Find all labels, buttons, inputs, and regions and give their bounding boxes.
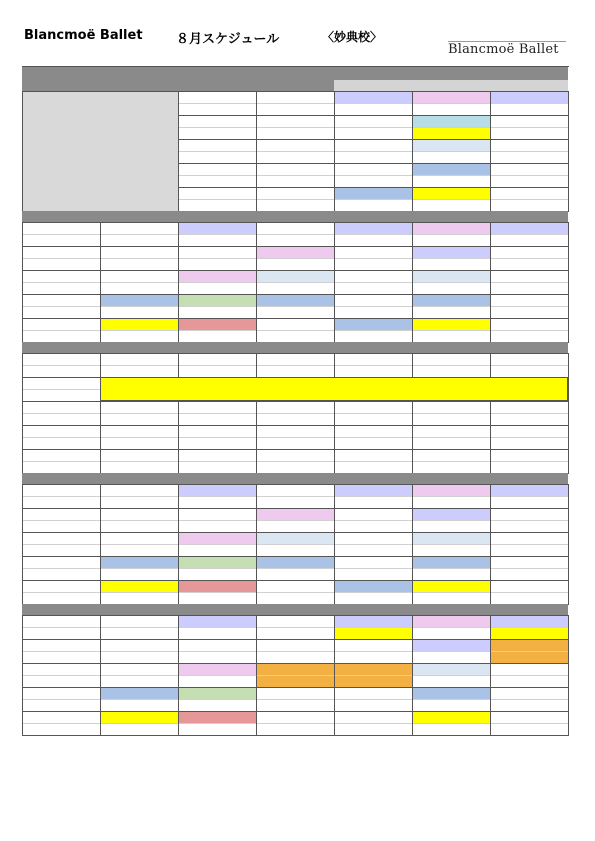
class-name-cell [256,294,334,306]
grid-line [334,222,335,343]
date-cell [100,473,178,484]
class-name-cell [490,484,568,496]
day-header-wed [178,66,256,80]
grid-line [22,353,23,474]
teacher-cell [256,258,334,270]
grid-line [178,115,569,116]
grid-line [22,627,568,628]
grid-line [22,556,569,557]
class-name-cell [178,318,256,330]
class-name-cell [412,222,490,234]
grid-line [178,199,568,200]
grid-line [412,484,413,605]
brand-logo [448,38,568,56]
teacher-cell [412,151,490,163]
class-name-cell [334,615,412,627]
grid-line [490,91,491,212]
class-name-cell [412,687,490,699]
grid-line [256,484,257,605]
date-cell [256,342,334,353]
grid-line [22,592,568,593]
date-cell [100,80,178,91]
grid-line [334,484,335,605]
teacher-cell [412,330,490,342]
date-cell [22,473,100,484]
teacher-cell [412,234,490,246]
grid-line [568,222,569,343]
class-name-cell [412,139,490,151]
teacher-cell [178,568,256,580]
class-name-cell [256,556,334,568]
grid-line [178,222,179,343]
teacher-cell [412,699,490,711]
teacher-cell [100,699,178,711]
grid-line [22,639,569,640]
teacher-cell [412,651,490,663]
grid-line [412,222,413,343]
teacher-cell [256,675,334,687]
teacher-cell [490,496,568,508]
holiday-notice-block [22,91,178,211]
class-name-cell [412,663,490,675]
grid-line [100,222,101,343]
class-name-cell [334,222,412,234]
grid-line [22,401,569,402]
date-cell [334,473,412,484]
date-cell [178,604,256,615]
grid-line [412,353,413,474]
date-cell [178,211,256,222]
teacher-cell [178,306,256,318]
grid-line [22,723,568,724]
class-name-cell [100,687,178,699]
grid-line [256,353,257,474]
class-name-cell [100,580,178,592]
class-name-cell [412,163,490,175]
teacher-cell [490,651,568,663]
teacher-cell [334,330,412,342]
date-cell [22,211,100,222]
day-header-fri [334,66,412,80]
class-name-cell [412,318,490,330]
grid-line [22,413,568,414]
grid-line [568,91,569,212]
grid-line [178,151,568,152]
grid-line [22,735,569,736]
class-name-cell [256,663,334,675]
grid-line [22,437,568,438]
teacher-cell [412,520,490,532]
grid-line [490,222,491,343]
class-name-cell [178,222,256,234]
grid-line [178,175,568,176]
teacher-cell [412,627,490,639]
teacher-cell [412,496,490,508]
date-cell [178,80,256,91]
teacher-cell [178,627,256,639]
day-header-sat [412,66,490,80]
grid-line [22,330,568,331]
month-title: ８月スケジュール [176,32,280,47]
teacher-cell [412,127,490,139]
grid-line [22,484,23,605]
date-cell [490,604,568,615]
class-name-cell [256,532,334,544]
grid-line [22,651,568,652]
class-name-cell [178,580,256,592]
teacher-cell [334,234,412,246]
grid-line [22,353,569,354]
grid-line [22,306,568,307]
grid-line [22,520,568,521]
grid-line [22,91,569,92]
date-cell [256,604,334,615]
teacher-cell [100,592,178,604]
class-name-cell [412,615,490,627]
class-name-cell [490,222,568,234]
class-name-cell [334,318,412,330]
teacher-cell [412,306,490,318]
class-name-cell [334,187,412,199]
teacher-cell [412,568,490,580]
class-name-cell [412,508,490,520]
class-name-cell [490,91,568,103]
grid-line [22,91,23,212]
grid-line [178,91,179,212]
grid-line [22,66,569,67]
date-cell [412,473,490,484]
grid-line [178,615,179,736]
class-name-cell [178,484,256,496]
date-cell [22,604,100,615]
class-name-cell [178,556,256,568]
grid-line [22,425,569,426]
grid-line [334,615,335,736]
teacher-cell [490,234,568,246]
class-name-cell [256,246,334,258]
teacher-cell [256,520,334,532]
teacher-cell [412,175,490,187]
class-name-cell [412,532,490,544]
grid-line [22,568,568,569]
grid-line [22,270,569,271]
grid-line [256,222,257,343]
grid-line [22,246,569,247]
class-name-cell [334,663,412,675]
school-name: Blancmoë Ballet [24,28,143,43]
grid-line [412,615,413,736]
day-header-sun [490,66,568,80]
date-cell [256,80,334,91]
grid-line [22,282,568,283]
grid-line [178,139,569,140]
class-name-cell [412,580,490,592]
class-name-cell [412,294,490,306]
page-header [0,0,595,62]
class-name-cell [334,91,412,103]
logo-rule [448,41,566,42]
grid-line [256,615,257,736]
date-cell [334,211,412,222]
class-name-cell [412,711,490,723]
class-name-cell [178,687,256,699]
teacher-cell [100,330,178,342]
grid-line [412,91,413,212]
class-name-cell [412,484,490,496]
teacher-cell [412,675,490,687]
grid-line [22,508,569,509]
grid-line [22,615,23,736]
date-cell [178,342,256,353]
grid-line [22,663,569,664]
teacher-cell [490,627,568,639]
date-cell [100,604,178,615]
teacher-cell [334,592,412,604]
grid-line [22,699,568,700]
date-cell [490,80,568,91]
logo-text: Blancmoë Ballet [448,42,559,57]
grid-line [568,484,569,605]
class-name-cell [100,556,178,568]
teacher-cell [412,103,490,115]
date-cell [490,342,568,353]
teacher-cell [490,103,568,115]
teacher-cell [334,199,412,211]
grid-line [22,234,568,235]
class-name-cell [412,91,490,103]
class-name-cell [178,532,256,544]
class-name-cell [412,246,490,258]
class-name-cell [256,270,334,282]
grid-line [22,318,569,319]
teacher-cell [412,282,490,294]
teacher-cell [334,496,412,508]
teacher-cell [412,723,490,735]
grid-line [22,615,569,616]
teacher-cell [178,330,256,342]
grid-line [490,615,491,736]
class-name-cell [412,115,490,127]
class-name-cell [412,639,490,651]
class-name-cell [256,508,334,520]
teacher-cell [178,723,256,735]
teacher-cell [412,258,490,270]
grid-line [256,91,257,212]
grid-line [334,91,335,212]
date-cell [412,604,490,615]
teacher-cell [178,282,256,294]
grid-line [22,580,569,581]
date-cell [412,80,490,91]
teacher-cell [178,592,256,604]
class-name-cell [100,294,178,306]
grid-line [178,103,568,104]
class-name-cell [178,663,256,675]
day-header-tue [100,66,178,80]
teacher-cell [412,544,490,556]
teacher-cell [178,496,256,508]
date-cell [412,211,490,222]
class-name-cell [100,318,178,330]
grid-line [100,353,101,474]
grid-line [490,353,491,474]
date-cell [334,80,412,91]
grid-line [22,687,569,688]
teacher-cell [178,234,256,246]
date-cell [412,342,490,353]
teacher-cell [412,199,490,211]
class-name-cell [178,711,256,723]
teacher-cell [256,306,334,318]
grid-line [22,484,569,485]
grid-line [22,449,569,450]
grid-line [22,258,568,259]
date-cell [256,473,334,484]
teacher-cell [178,675,256,687]
date-cell [22,80,100,91]
teacher-cell [334,675,412,687]
grid-line [100,484,101,605]
branch-name: 〈妙典校〉 [322,30,383,44]
date-cell [256,211,334,222]
teacher-cell [178,544,256,556]
class-name-cell [412,270,490,282]
teacher-cell [256,282,334,294]
grid-line [22,222,23,343]
class-name-cell [412,556,490,568]
teacher-cell [334,627,412,639]
date-cell [334,342,412,353]
grid-line [178,484,179,605]
class-name-cell [178,270,256,282]
date-cell [22,342,100,353]
grid-line [100,615,101,736]
grid-line [490,484,491,605]
day-header-thu [256,66,334,80]
teacher-cell [100,568,178,580]
date-cell [100,342,178,353]
teacher-cell [334,103,412,115]
grid-line [22,532,569,533]
teacher-cell [100,723,178,735]
summer-break-banner [100,377,568,401]
teacher-cell [256,568,334,580]
date-cell [100,211,178,222]
date-cell [334,604,412,615]
date-cell [490,473,568,484]
grid-line [22,461,568,462]
class-name-cell [334,580,412,592]
class-name-cell [178,615,256,627]
class-name-cell [334,484,412,496]
class-name-cell [490,639,568,651]
day-header-mon [22,66,100,80]
grid-line [568,615,569,736]
teacher-cell [412,592,490,604]
teacher-cell [256,544,334,556]
grid-line [22,222,569,223]
teacher-cell [100,306,178,318]
grid-line [22,711,569,712]
grid-line [22,544,568,545]
grid-line [334,353,335,474]
grid-line [22,294,569,295]
date-cell [178,473,256,484]
teacher-cell [178,699,256,711]
grid-line [178,353,179,474]
grid-line [22,675,568,676]
class-name-cell [100,711,178,723]
class-name-cell [178,294,256,306]
class-name-cell [412,187,490,199]
grid-line [22,365,568,366]
grid-line [178,127,568,128]
date-cell [490,211,568,222]
grid-line [178,163,569,164]
class-name-cell [490,615,568,627]
grid-line [178,187,569,188]
grid-line [22,496,568,497]
grid-line [568,353,569,474]
